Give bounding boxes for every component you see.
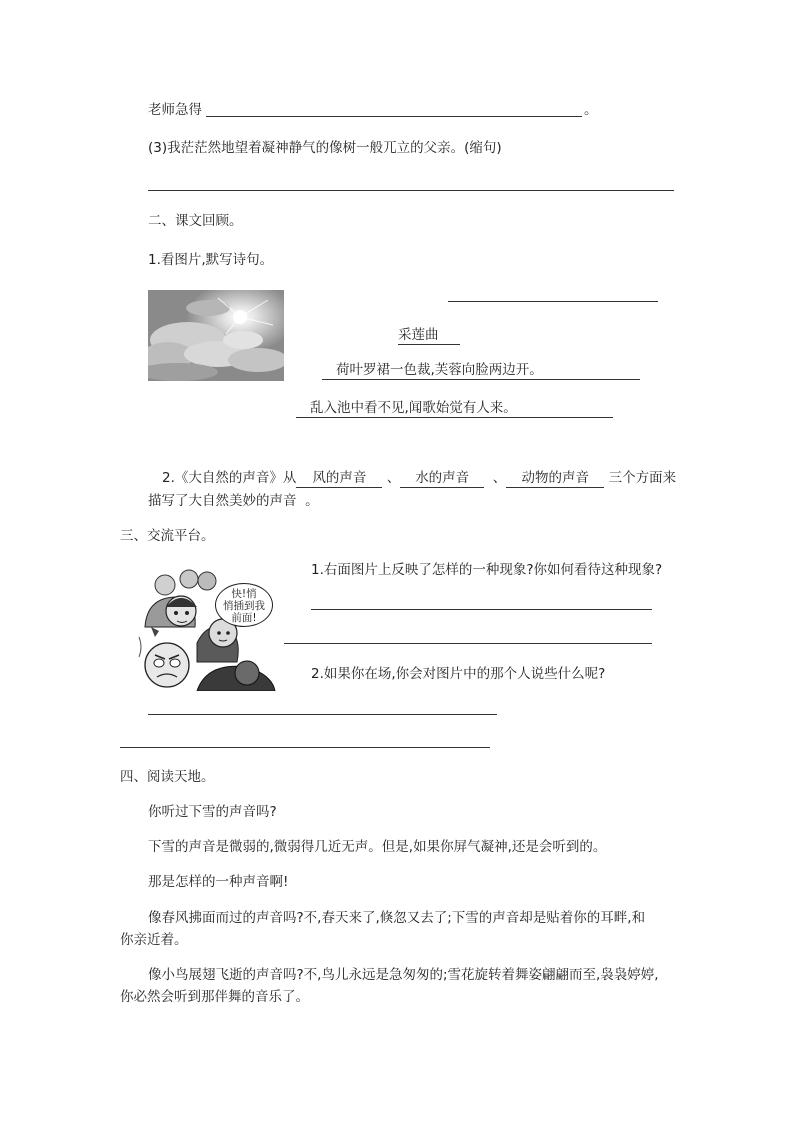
- reading-paragraph-5a: 像小鸟展翅飞逝的声音吗?不,鸟儿永远是急匆匆的;雪花旋转着舞姿翩翩而至,袅袅婷婷,: [148, 967, 659, 983]
- section-2-question-2-cont: 描写了大自然美妙的声音 。: [148, 493, 319, 509]
- speech-bubble: 快!悄 悄插到我 前面!: [215, 583, 273, 627]
- poem-line-1: 荷叶罗裙一色裁,芙蓉向脸两边开。: [322, 361, 640, 380]
- answer-line-s3q2-a[interactable]: [148, 714, 497, 715]
- section-3-question-2: 2.如果你在场,你会对图片中的那个人说些什么呢?: [311, 666, 606, 682]
- reading-paragraph-4a: 像春风拂面而过的声音吗?不,春天来了,倏忽又去了;下雪的声音却是贴着你的耳畔,和: [148, 910, 646, 926]
- queue-jumping-cartoon: [137, 567, 277, 691]
- blank-water[interactable]: 水的声音: [400, 470, 484, 488]
- answer-line-s3q1-a[interactable]: [311, 609, 652, 610]
- reading-paragraph-5b: 你必然会听到那伴舞的音乐了。: [120, 989, 309, 1005]
- section-2-title: 二、课文回顾。: [148, 213, 243, 229]
- answer-line-teacher[interactable]: [206, 116, 582, 117]
- section-2-question-1: 1.看图片,默写诗句。: [148, 252, 274, 268]
- reading-paragraph-1: 你听过下雪的声音吗?: [148, 804, 277, 820]
- answer-line-s3q1-b[interactable]: [284, 643, 652, 644]
- section-2-question-2: 2.《大自然的声音》从 风的声音 、 水的声音 、 动物的声音 三个方面来: [162, 470, 677, 486]
- teacher-prompt: 老师急得: [148, 102, 202, 118]
- reading-paragraph-3: 那是怎样的一种声音啊!: [148, 874, 289, 890]
- teacher-period: 。: [584, 102, 598, 118]
- poem-author-line[interactable]: [448, 301, 658, 302]
- section-4-title: 四、阅读天地。: [120, 769, 215, 785]
- question-3: (3)我茫茫然地望着凝神静气的像树一般兀立的父亲。(缩句): [148, 140, 502, 156]
- section-3-title: 三、交流平台。: [120, 528, 215, 544]
- reading-paragraph-4b: 你亲近着。: [120, 932, 188, 948]
- cloud-sun-picture: [148, 290, 284, 381]
- poem-line-2: 乱入池中看不见,闻歌始觉有人来。: [296, 399, 613, 418]
- blank-wind[interactable]: 风的声音: [296, 470, 382, 488]
- poem-title: 采莲曲: [398, 326, 460, 345]
- answer-line-q3[interactable]: [148, 190, 674, 191]
- section-3-question-1: 1.右面图片上反映了怎样的一种现象?你如何看待这种现象?: [311, 562, 663, 578]
- blank-animal[interactable]: 动物的声音: [506, 470, 604, 488]
- reading-paragraph-2: 下雪的声音是微弱的,微弱得几近无声。但是,如果你屏气凝神,还是会听到的。: [148, 839, 607, 855]
- answer-line-s3q2-b[interactable]: [120, 747, 490, 748]
